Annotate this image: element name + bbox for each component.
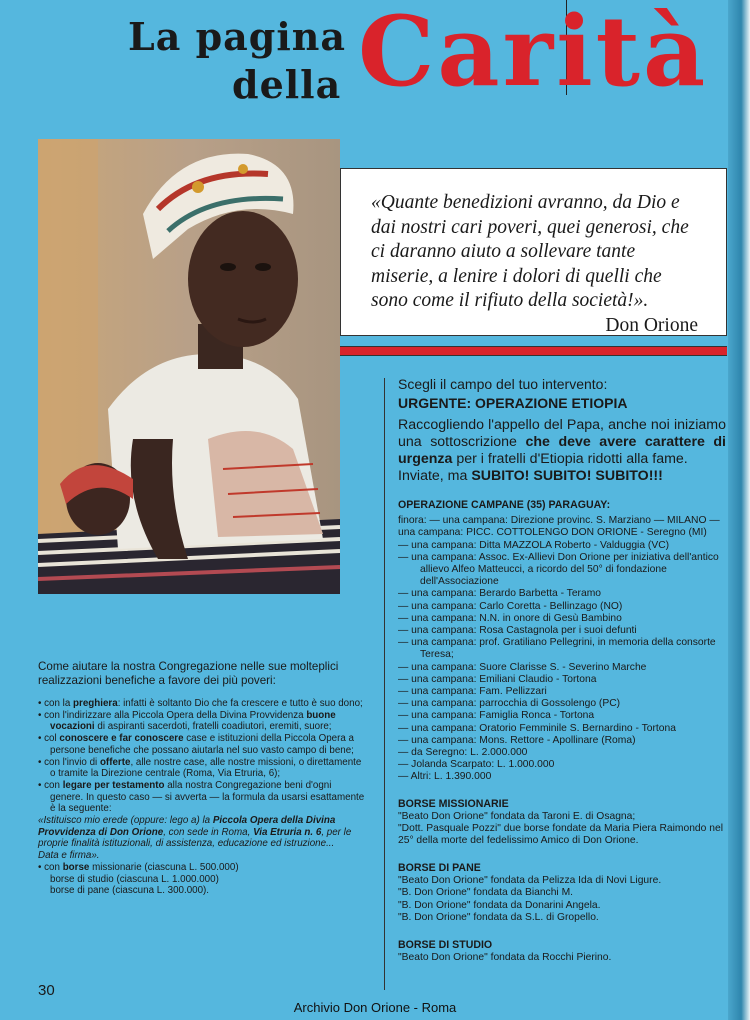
send-line [398,468,726,485]
bells-list [398,540,726,784]
quote-box [340,168,727,336]
missionary-heading: BORSE MISSIONARIE [398,797,509,810]
missionary-item: "Dott. Pasquale Pozzi" due borse fondate da Maria Piera Raimondo nel 25° della morte del fedelissimo Amico di Don Orione. [398,823,723,847]
list-item: — una campana: Suore Clarisse S. - Severino Marche [398,662,726,674]
formula-c: , con sede in Roma, [163,826,254,838]
list-item [38,710,366,733]
formula-f: Data e firma». [38,850,100,862]
know-c: case e istituzioni della Piccola Opera a persone benefiche che possano aiutarla nel suo vasto campo di bene; [50,733,355,756]
bread-item: "B. Don Orione" fondata da Bianchi M. [398,887,574,899]
list-item: — una campana: Assoc. Ex-Allievi Don Orione per iniziativa dell'antico allievo Alfeo Matteucci, a ricordo del 50° di fondazione dell'Associazione [398,552,726,589]
formula-b: Piccola Opera della Divina Provvidenza di Don Orione [38,815,336,838]
prayer-a: con la [44,698,74,709]
will-a: con [44,779,63,791]
voc-c: di aspiranti sacerdoti, fratelli coadiutori, eremiti, suore; [94,721,332,733]
will-b: legare per testamento [62,779,165,791]
title-line-1: La pagina [128,14,347,59]
list-item: — una campana: Fam. Pellizzari [398,686,726,698]
list-item [38,862,366,874]
list-item: — una campana: N.N. in onore di Gesù Bambino [398,613,726,625]
bread-item: "B. Don Orione" fondata da Donarini Angela. [398,899,601,911]
left-column [38,660,366,897]
list-item: — una campana: Mons. Rettore - Apollinare (Roma) [398,735,726,747]
appeal-text-a: Raccogliendo l'appello del Papa, anche noi iniziamo una sottoscrizione [398,417,726,450]
choose-line: Scegli il campo del tuo intervento: [398,376,608,392]
offer-b: offerte [99,756,131,768]
bells-intro: finora: — una campana: Direzione provinc. S. Marziano — MILANO — una campana: PICC. COTTOLENGO DON ORIONE - Seregno (MI) [398,515,720,539]
list-item [38,757,366,780]
help-intro: Come aiutare la nostra Congregazione nelle sue molteplici realizzazioni benefiche a favore dei più poveri: [38,660,339,687]
offer-c: , alle nostre case, alle nostre missioni, o direttamente o tramite la Direzione centrale (Roma, Via Etruria, 6); [50,756,362,780]
will-c: alla nostra Congregazione beni d'ogni genere. In questo caso — si avverta — la formula da usarsi esattamente è la seguente: [50,779,365,815]
formula-a: «Istituisco mio erede (oppure: lego a) la [38,815,213,827]
know-a: col [44,733,60,745]
list-item: — una campana: Emiliani Claudio - Tortona [398,674,726,686]
appeal-paragraph [398,417,726,468]
borse-c: missionarie (ciascuna L. 500.000) [89,861,239,873]
borse-list [38,862,366,874]
right-column [398,375,726,964]
bread-item: "Beato Don Orione" fondata da Pelizza Ida di Novi Ligure. [398,874,662,886]
know-b: conoscere e far conoscere [59,733,184,745]
help-list [38,698,366,815]
borse-a: con [44,861,63,873]
quote-author: Don Orione [605,314,698,336]
title-line-2: della [232,62,342,107]
appeal-text-b: che deve avere carattere di urgenza [398,434,726,467]
list-item: — una campana: Ditta MAZZOLA Roberto - Valduggia (VC) [398,540,726,552]
list-item: — una campana: prof. Gratiliano Pellegrini, in memoria della consorte Teresa; [398,637,726,661]
list-item: — una campana: Rosa Castagnola per i suoi defunti [398,625,726,637]
bells-heading: OPERAZIONE CAMPANE (35) PARAGUAY: [398,499,611,511]
page-number: 30 [38,982,55,999]
missionary-item: "Beato Don Orione" fondata da Taroni E. di Osagna; [398,810,636,822]
list-item: — una campana: parrocchia di Gossolengo (PC) [398,698,726,710]
study-item: "Beato Don Orione" fondata da Rocchi Pierino. [398,951,612,963]
bread-item: "B. Don Orione" fondata da S.L. di Gropello. [398,912,599,924]
list-item: — Jolanda Scarpato: L. 1.000.000 [398,759,726,771]
photo-illustration [38,139,340,594]
will-formula [38,815,366,862]
red-divider [340,346,727,356]
borse-study: borse di studio (ciascuna L. 1.000.000) [50,873,219,885]
borse-bread: borse di pane (ciascuna L. 300.000). [50,885,210,897]
list-item: — una campana: Oratorio Femminile S. Bernardino - Tortona [398,723,726,735]
bread-heading: BORSE DI PANE [398,861,481,874]
formula-d: Via Etruria n. 6 [253,826,322,838]
archive-credit: Archivio Don Orione - Roma [293,1000,457,1015]
offer-a: con l'invio di [44,756,100,768]
list-item: — una campana: Carlo Coretta - Bellinzago (NO) [398,601,726,613]
voc-b: buone vocazioni [50,709,336,733]
study-heading: BORSE DI STUDIO [398,938,493,951]
formula-e: , per le proprie finalità istituzionali, di assistenza, educazione ed istruzione... [38,826,352,850]
list-item [38,698,366,710]
list-item [38,733,366,756]
prayer-c: : infatti è soltanto Dio che fa crescere e tutto è suo dono; [117,698,363,709]
list-item: — da Seregno: L. 2.000.000 [398,747,726,759]
column-rule [384,378,385,990]
binding-spine [728,0,750,1020]
list-item: — una campana: Famiglia Ronca - Tortona [398,710,726,722]
list-item [38,780,366,815]
list-item: — una campana: Berardo Barbetta - Teramo [398,588,726,600]
photo-mother-and-child [38,139,340,594]
title-main: Carità [358,0,709,108]
send-text-b: SUBITO! SUBITO! SUBITO!!! [471,468,663,484]
send-text-a: Inviate, ma [398,468,472,484]
prayer-b: preghiera [73,698,118,709]
borse-b: borse [62,861,90,873]
voc-a: con l'indirizzare alla Piccola Opera della Divina Provvidenza [44,709,307,721]
quote-text: «Quante benedizioni avranno, da Dio e dai nostri cari poveri, quei generosi, che ci daranno aiuto a sollevare tante miserie, a lenire i dolori di quelli che sono come il rifiuto della società!». [371,192,689,311]
urgent-heading: URGENTE: OPERAZIONE ETIOPIA [398,395,628,411]
list-item: — Altri: L. 1.390.000 [398,771,726,783]
appeal-text-c: per i fratelli d'Etiopia ridotti alla fame. [452,451,688,467]
